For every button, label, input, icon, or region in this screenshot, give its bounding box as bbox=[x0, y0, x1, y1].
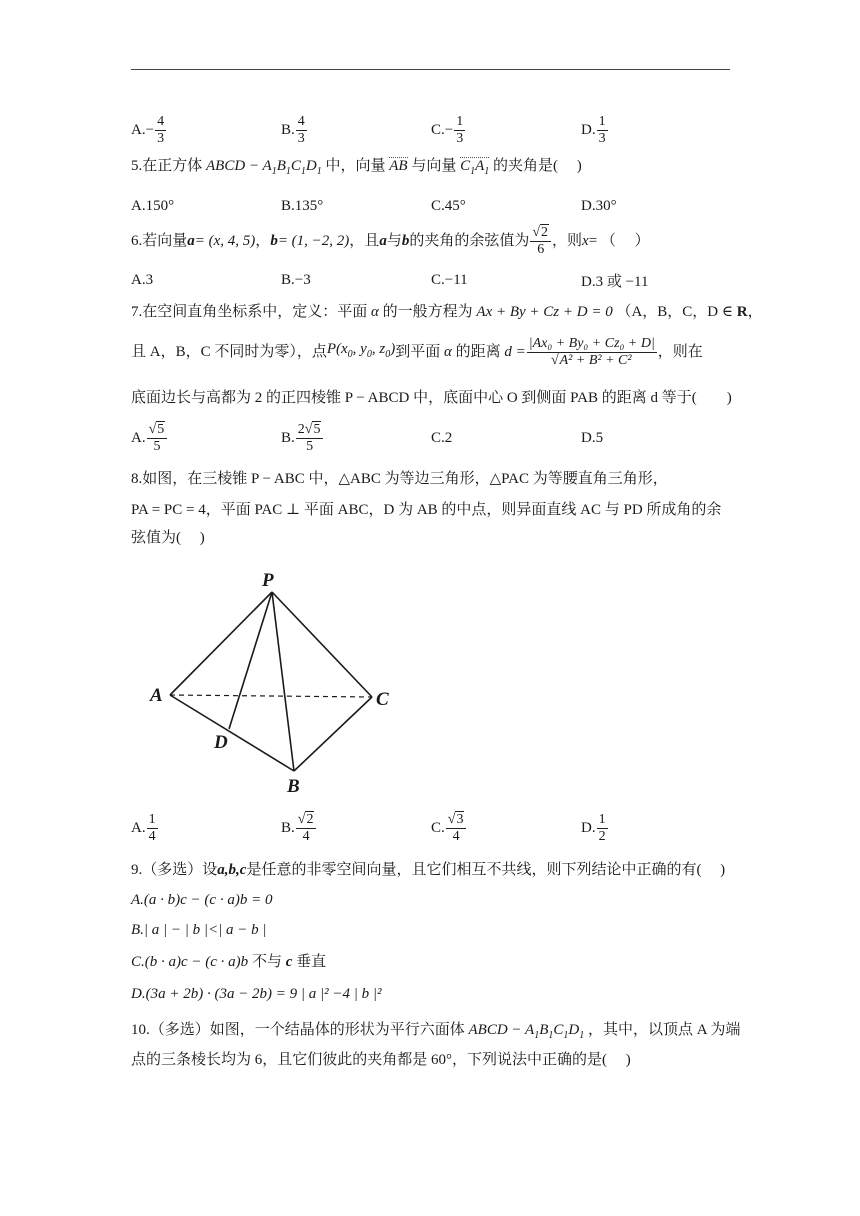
q4-option-a[interactable]: A. − $\frac{4}{3}$ bbox=[131, 113, 165, 146]
q8-line2: PA = PC = 4，平面 PAC ⊥ 平面 ABC，D 为 AB 的中点，则异面直线 AC 与 PD 所成角的余 bbox=[131, 502, 722, 518]
q5-option-c[interactable]: C.45° bbox=[431, 197, 466, 214]
edge-PD bbox=[229, 592, 272, 729]
q6-options bbox=[131, 260, 731, 300]
q7-options bbox=[131, 418, 731, 458]
q7-line2: 且 A，B，C 不同时为零），点 $P(x_0$, $y_0$, $z_0$) 到平面 α 的距离 d = $\frac{\text{|Ax₀ + By₀ + Cz₀ + D|}}{\text{√A² + B² + C²}}$ ，则在 bbox=[131, 335, 703, 368]
q8-options bbox=[131, 808, 731, 848]
q8-option-b[interactable]: B. $\frac{√2}{4}$ bbox=[281, 808, 317, 848]
edge-AB bbox=[170, 695, 294, 771]
q7-option-d[interactable]: D.5 bbox=[581, 429, 604, 446]
pyramid-figure bbox=[146, 566, 406, 798]
q4-option-d[interactable]: D. $\frac{1}{3}$ bbox=[581, 113, 606, 146]
q5-options bbox=[131, 186, 731, 226]
label-P: P bbox=[262, 570, 274, 591]
q6-option-c[interactable]: C.−11 bbox=[431, 271, 468, 288]
q9-option-d[interactable]: D.(3a + 2b) · (3a − 2b) = 9 | a |² −4 | b |² bbox=[131, 986, 382, 1002]
edge-PA bbox=[170, 592, 272, 695]
q8-line1: 8.如图，在三棱锥 P − ABC 中，△ABC 为等边三角形，△PAC 为等腰直角三角形， bbox=[131, 471, 668, 487]
edge-PB bbox=[272, 592, 294, 771]
q6-option-a[interactable]: A.3 bbox=[131, 271, 154, 288]
q10-line1: 10.（多选）如图，一个结晶体的形状为平行六面体 ABCD − $A_1B_1C_1D_1$ ，其中，以顶点 A 为端 bbox=[131, 1022, 741, 1041]
q7-line1: 7.在空间直角坐标系中，定义：平面 α 的一般方程为 Ax + By + Cz + D = 0 （A，B，C，D ∈ R， bbox=[131, 304, 763, 320]
edge-BC bbox=[294, 697, 372, 771]
q9-option-b[interactable]: B.| a | − | b |<| a − b | bbox=[131, 922, 267, 938]
q8-option-a[interactable]: A. $\frac{1}{4}$ bbox=[131, 811, 156, 844]
q10-line2: 点的三条棱长均为 6，且它们彼此的夹角都是 60°，下列说法中正确的是( ) bbox=[131, 1052, 631, 1068]
label-B: B bbox=[287, 776, 300, 797]
label-C: C bbox=[376, 689, 389, 710]
q8-option-d[interactable]: D. $\frac{1}{2}$ bbox=[581, 811, 606, 844]
q7-line3: 底面边长与高都为 2 的正四棱锥 P − ABCD 中，底面中心 O 到侧面 PAB 的距离 d 等于( ) bbox=[131, 390, 732, 406]
q5-option-d[interactable]: D.30° bbox=[581, 197, 617, 214]
q5-stem: 5.在正方体 ABCD − $A_1B_1C_1D_1$ 中，向量 AB 与向量 $C_1A_1$ 的夹角是( ) bbox=[131, 158, 582, 177]
q8-line3: 弦值为( ) bbox=[131, 530, 205, 546]
q6-stem: 6.若向量 a = (x, 4, 5) ， b = (1, −2, 2) ，且 a 与 b 的夹角的余弦值为 $\frac{√2}{6}$ ，则 x = （ ） bbox=[131, 224, 650, 257]
q7-option-b[interactable]: B. $\frac{2√5}{5}$ bbox=[281, 418, 324, 458]
edge-AC-hidden bbox=[170, 695, 372, 697]
edge-PC bbox=[272, 592, 372, 697]
label-D: D bbox=[214, 732, 228, 753]
q6-option-b[interactable]: B.−3 bbox=[281, 271, 311, 288]
q4-option-c[interactable]: C. − $\frac{1}{3}$ bbox=[431, 113, 464, 146]
q4-options bbox=[131, 110, 731, 150]
q8-option-c[interactable]: C. $\frac{√3}{4}$ bbox=[431, 808, 467, 848]
q7-option-a[interactable]: A. $\frac{√5}{5}$ bbox=[131, 418, 168, 458]
q6-option-d[interactable]: D.3 或 −11 bbox=[581, 273, 649, 290]
q9-stem: 9.（多选）设a,b,c是任意的非零空间向量，且它们相互不共线，则下列结论中正确的有( ) bbox=[131, 862, 726, 878]
q5-option-b[interactable]: B.135° bbox=[281, 197, 324, 214]
q5-option-a[interactable]: A.150° bbox=[131, 197, 175, 214]
header-rule bbox=[131, 69, 730, 70]
q9-option-c[interactable]: C.(b · a)c − (c · a)b 不与 c 垂直 bbox=[131, 954, 327, 970]
q4-option-b[interactable]: B. $\frac{4}{3}$ bbox=[281, 113, 305, 146]
label-A: A bbox=[150, 685, 163, 706]
q9-option-a[interactable]: A.(a · b)c − (c · a)b = 0 bbox=[131, 892, 273, 908]
q7-option-c[interactable]: C.2 bbox=[431, 429, 453, 446]
